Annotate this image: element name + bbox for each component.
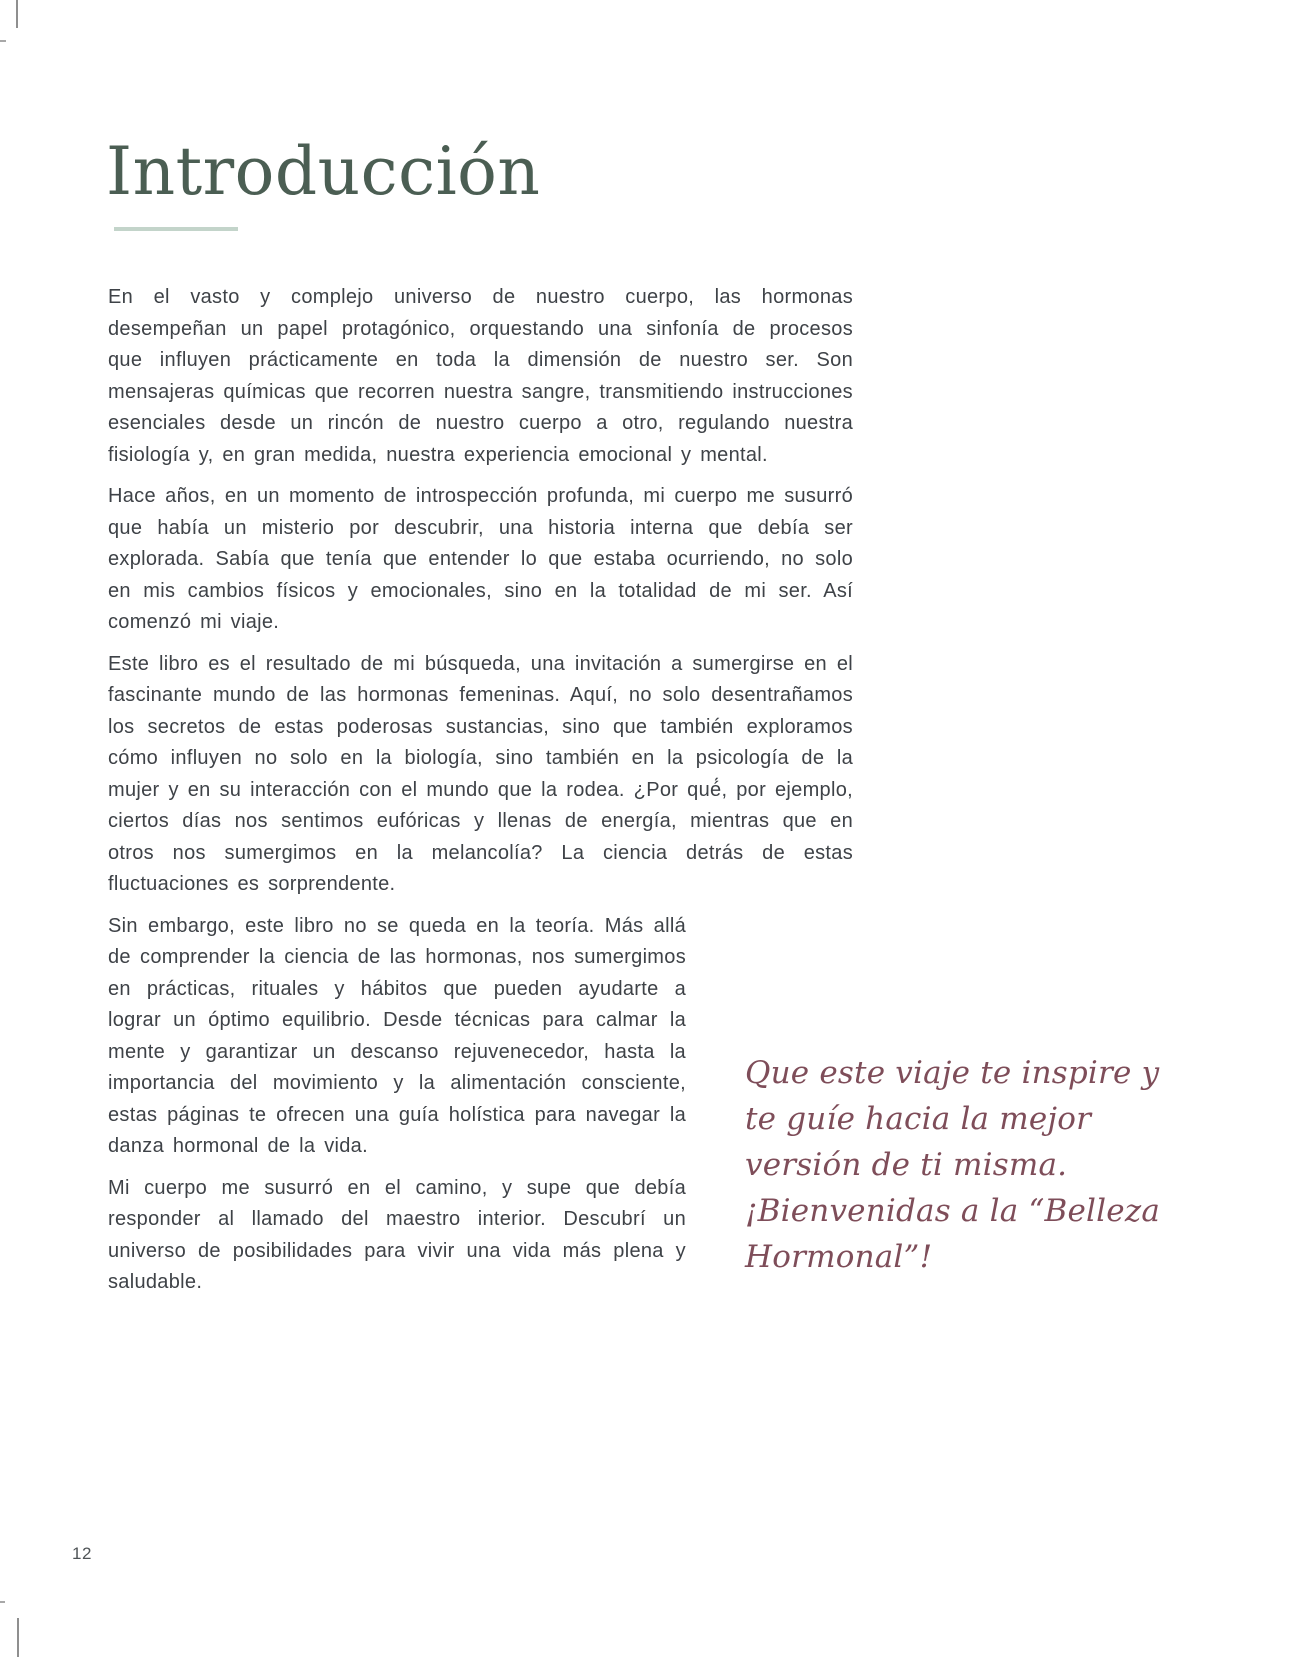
title-underline-rule: [114, 227, 238, 231]
crop-mark-bottom-left-vertical: [17, 1618, 19, 1657]
body-text-column: [108, 282, 853, 1309]
paragraph-1: En el vasto y complejo universo de nuestro cuerpo, las hormonas desempeñan un papel protagónico, orquestando una sinfonía de procesos que influyen prácticamente en toda la dimensión de nuestro ser. Son mensajeras químicas que recorren nuestra sangre, transmitiendo instrucciones esenciales desde un rincón de nuestro cuerpo a otro, regulando nuestra fisiología y, en gran medida, nuestra experiencia emocional y mental.: [108, 286, 853, 466]
pull-quote: Que este viaje te inspire y te guíe hacia la mejor versión de ti misma. ¡Bienvenidas a la “Belleza Hormonal”!: [745, 1055, 1161, 1275]
paragraph-5: Mi cuerpo me susurró en el camino, y supe que debía responder al llamado del maestro interior. Descubrí un universo de posibilidades para vivir una vida más plena y saludable.: [108, 1176, 686, 1293]
chapter-title: Introducción: [106, 133, 541, 210]
paragraph-2: Hace años, en un momento de introspección profunda, mi cuerpo me susurró que había un misterio por descubrir, una historia interna que debía ser explorada. Sabía que tenía que entender lo que estaba ocurriendo, no solo en mis cambios físicos y emocionales, sino en la totalidad de mi ser. Así comenzó mi viaje.: [108, 485, 853, 633]
page-number: 12: [72, 1544, 92, 1563]
crop-mark-top-left-horizontal: [0, 40, 6, 42]
crop-mark-top-left-vertical: [16, 0, 18, 28]
crop-mark-bottom-left-horizontal: [0, 1601, 5, 1603]
paragraph-4: Sin embargo, este libro no se queda en la teoría. Más allá de comprender la ciencia de las hormonas, nos sumergimos en prácticas, rituales y hábitos que pueden ayudarte a lograr un óptimo equilibrio. Desde técnicas para calmar la mente y garantizar un descanso rejuvenecedor, hasta la importancia del movimiento y la alimentación consciente, estas páginas te ofrecen una guía holística para navegar la danza hormonal de la vida.: [108, 914, 686, 1157]
paragraph-3: Este libro es el resultado de mi búsqueda, una invitación a sumergirse en el fascinante mundo de las hormonas femeninas. Aquí, no solo desentrañamos los secretos de estas poderosas sustancias, sino que también exploramos cómo influyen no solo en la biología, sino también en la psicología de la mujer y en su interacción con el mundo que la rodea. ¿Por qué́, por ejemplo, ciertos días nos sentimos eufóricas y llenas de energía, mientras que en otros nos sumergimos en la melancolía? La ciencia detrás de estas fluctuaciones es sorprendente.: [108, 652, 853, 895]
